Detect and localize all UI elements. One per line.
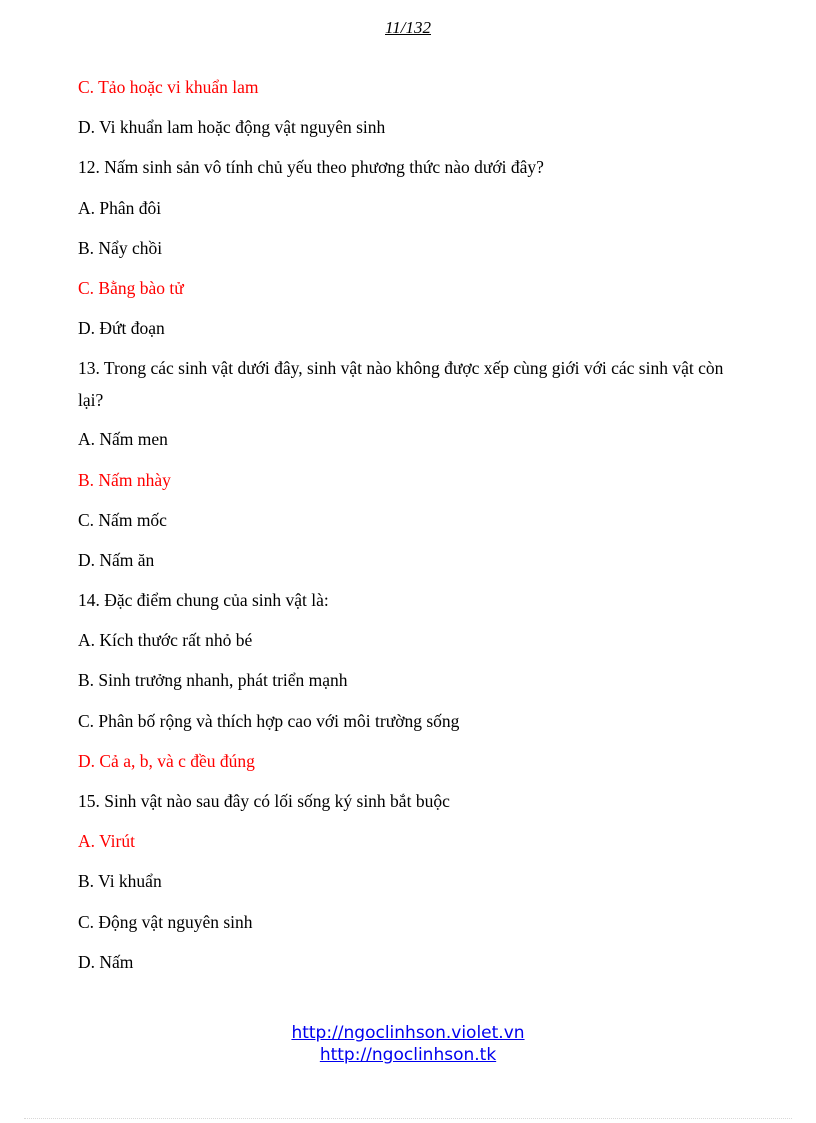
answer-option: D. Nấm	[78, 951, 134, 972]
link-violet[interactable]: http://ngoclinhson.violet.vn	[291, 1023, 525, 1043]
answer-option: C. Động vật nguyên sinh	[78, 911, 253, 932]
answer-option: C. Nấm mốc	[78, 509, 167, 530]
question-12: 12. Nấm sinh sản vô tính chủ yếu theo phương thức nào dưới đây?	[78, 157, 544, 178]
answer-option: B. Nẩy chồi	[78, 237, 163, 258]
question-13: 13. Trong các sinh vật dưới đây, sinh vật nào không được xếp cùng giới với các sinh vật còn lại?	[78, 358, 724, 411]
answer-option: A. Nấm men	[78, 429, 168, 450]
footer-links	[0, 1022, 816, 1066]
answer-option: C. Bằng bào tử	[78, 277, 184, 298]
question-14: 14. Đặc điểm chung của sinh vật là:	[78, 590, 329, 611]
answer-option: D. Đứt đoạn	[78, 318, 165, 339]
answer-option: B. Vi khuẩn	[78, 871, 162, 892]
answer-option: B. Nấm nhày	[78, 469, 171, 490]
link-tk[interactable]: http://ngoclinhson.tk	[319, 1045, 497, 1065]
page-bottom-divider	[24, 1118, 792, 1119]
answer-option: D. Cả a, b, và c đều đúng	[78, 750, 255, 771]
page-number: 11/132	[385, 18, 431, 37]
answer-option: D. Nấm ăn	[78, 549, 155, 570]
answer-option: C. Phân bố rộng và thích hợp cao với môi trường sống	[78, 710, 460, 731]
answer-option: A. Kích thước rất nhỏ bé	[78, 630, 253, 651]
answer-option: C. Tảo hoặc vi khuẩn lam	[78, 77, 259, 97]
answer-option: A. Phân đôi	[78, 197, 162, 218]
quiz-content	[78, 74, 743, 989]
question-15: 15. Sinh vật nào sau đây có lối sống ký sinh bắt buộc	[78, 791, 450, 811]
answer-option: A. Virút	[78, 831, 135, 852]
answer-option: D. Vi khuẩn lam hoặc động vật nguyên sinh	[78, 117, 386, 138]
answer-option: B. Sinh trưởng nhanh, phát triển mạnh	[78, 670, 348, 691]
